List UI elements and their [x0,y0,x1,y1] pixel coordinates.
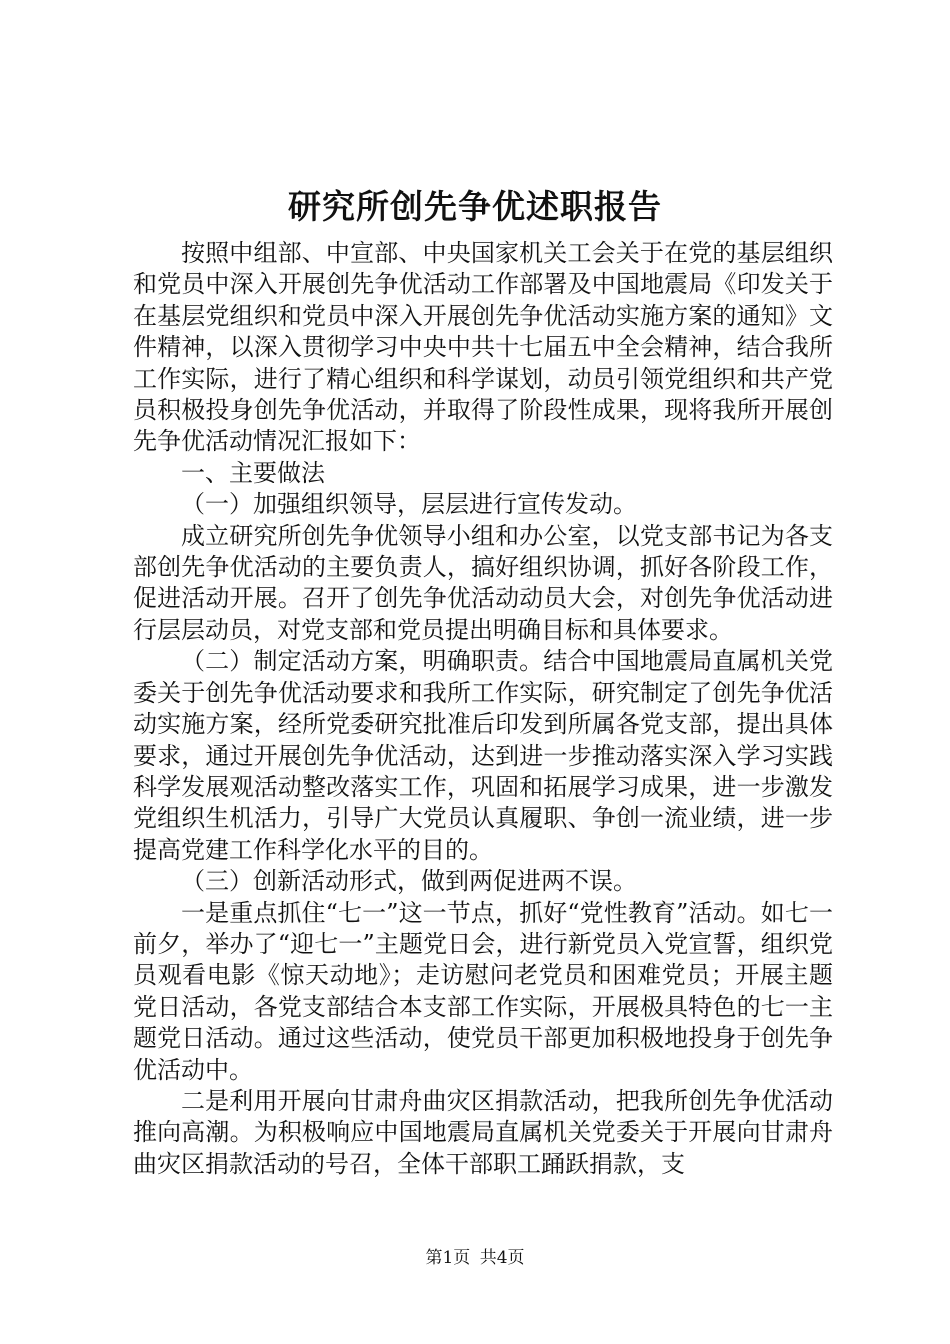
section-heading-main-practices: 一、主要做法 [181,458,325,487]
page-footer [0,1247,950,1269]
page-total: 共4页 [479,1248,525,1268]
document-body [133,238,833,1180]
body-paragraph: 二是利用开展向甘肃舟曲灾区捐款活动，把我所创先争优活动推向高潮。为积极响应中国地震局直属机关党委关于开展向甘肃舟曲灾区捐款活动的号召，全体干部职工踊跃捐款，支 [133,1086,833,1178]
subsection-heading-1: （一）加强组织领导，层层进行宣传发动。 [181,490,637,519]
subsection-paragraph-2: （二）制定活动方案，明确职责。结合中国地震局直属机关党委关于创先争优活动要求和我所工作实际，研究制定了创先争优活动实施方案，经所党委研究批准后印发到所属各党支部，提出具体要求，通过开展创先争优活动，达到进一步推动落实深入学习实践科学发展观活动整改落实工作，巩固和拓展学习成果，进一步激发党组织生机活力，引导广大党员认真履职、争创一流业绩，进一步提高党建工作科学化水平的目的。 [133,647,833,864]
document-title: 研究所创先争优述职报告 [288,187,662,226]
page-number: 第1页 [425,1248,471,1268]
subsection-heading-3: （三）创新活动形式，做到两促进两不误。 [181,867,637,896]
body-paragraph: 一是重点抓住“七一”这一节点，抓好“党性教育”活动。如七一前夕，举办了“迎七一”主题党日会，进行新党员入党宣誓，组织党员观看电影《惊天动地》；走访慰问老党员和困难党员；开展主题党日活动，各党支部结合本支部工作实际，开展极具特色的七一主题党日活动。通过这些活动，使党员干部更加积极地投身于创先争优活动中。 [133,898,833,1084]
body-paragraph: 成立研究所创先争优领导小组和办公室，以党支部书记为各支部创先争优活动的主要负责人，搞好组织协调，抓好各阶段工作，促进活动开展。召开了创先争优活动动员大会，对创先争优活动进行层层动员，对党支部和党员提出明确目标和具体要求。 [133,521,833,644]
intro-paragraph: 按照中组部、中宣部、中央国家机关工会关于在党的基层组织和党员中深入开展创先争优活动工作部署及中国地震局《印发关于在基层党组织和党员中深入开展创先争优活动实施方案的通知》文件精神，以深入贯彻学习中央中共十七届五中全会精神，结合我所工作实际，进行了精心组织和科学谋划，动员引领党组织和共产党员积极投身创先争优活动，并取得了阶段性成果，现将我所开展创先争优活动情况汇报如下： [133,239,833,456]
